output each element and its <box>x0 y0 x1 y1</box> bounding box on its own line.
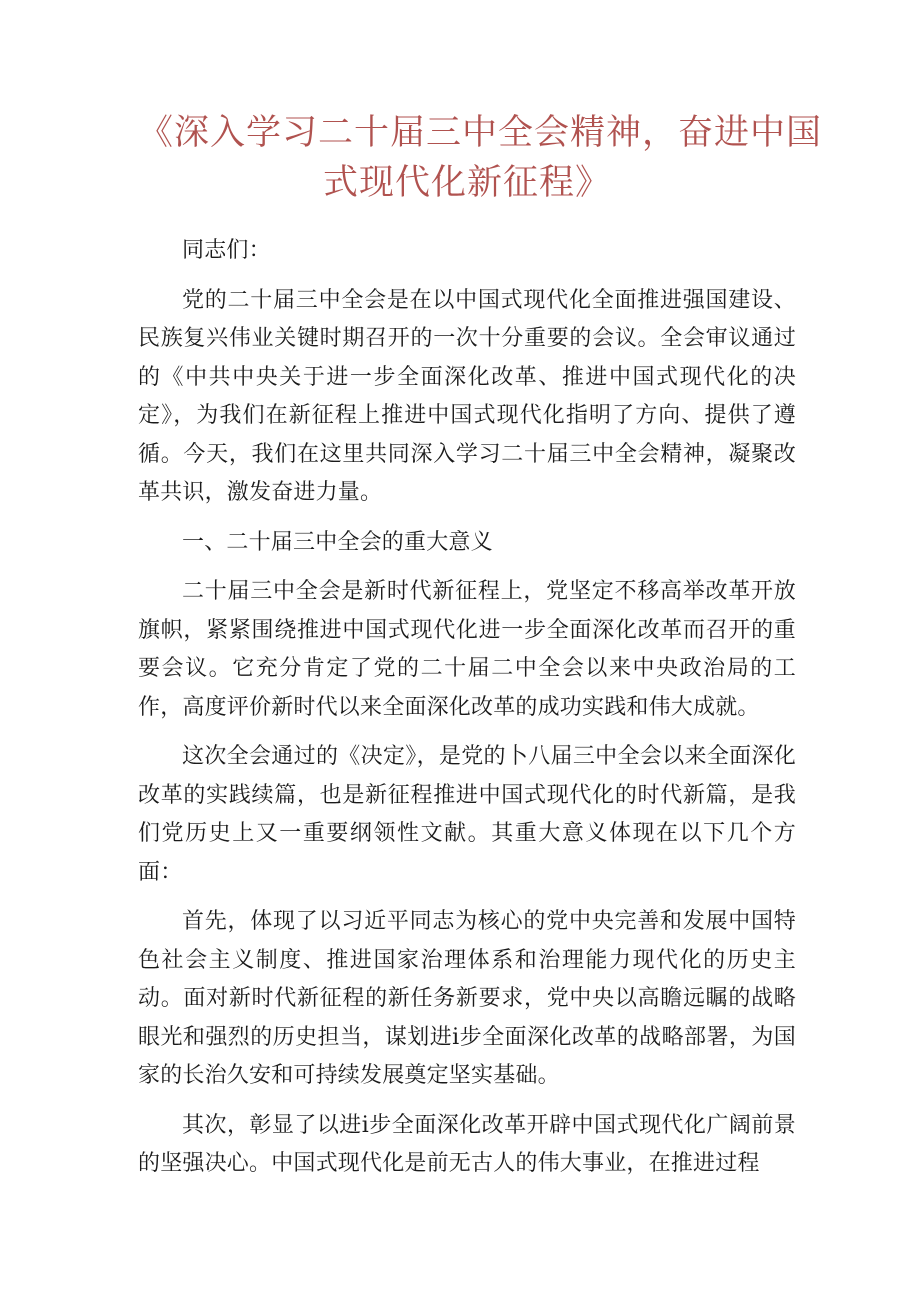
body-paragraph: 其次，彰显了以进i步全面深化改革开辟中国式现代化广阔前景的坚强决心。中国式现代化是前无古人的伟大事业，在推进过程 <box>138 1112 796 1176</box>
salutation: 同志们： <box>182 238 271 263</box>
document-title <box>138 108 823 208</box>
section-heading-1: 一、二十届三中全会的重大意义 <box>182 529 493 555</box>
body-paragraph: 首先，体现了以习近平同志为核心的党中央完善和发展中国特色社会主义制度、推进国家治理体系和治理能力现代化的历史主动。面对新时代新征程的新任务新要求，党中央以高瞻远瞩的战略眼光和强烈的历史担当，谋划进i步全面深化改革的战略部署，为国家的长治久安和可持续发展奠定坚实基础。 <box>138 909 796 1088</box>
body-paragraph: 二十届三中全会是新时代新征程上，党坚定不移高举改革开放旗帜，紧紧围绕推进中国式现代化进一步全面深化改革而召开的重要会议。它充分肯定了党的二十届二中全会以来中央政治局的工作，高度评价新时代以来全面深化改革的成功实践和伟大成就。 <box>138 579 796 720</box>
document-body <box>138 232 796 1184</box>
title-line-1: 《深入学习二十届三中全会精神，奋进中国 <box>138 113 823 153</box>
body-paragraph: 这次全会通过的《决定》，是党的卜八届三中全会以来全面深化改革的实践续篇，也是新征程推进中国式现代化的时代新篇，是我们党历史上又一重要纲领性文献。其重大意义体现在以下几个方面： <box>138 744 796 885</box>
title-line-2: 式现代化新征程》 <box>322 163 611 203</box>
intro-paragraph: 党的二十届三中全会是在以中国式现代化全面推进强国建设、民族复兴伟业关键时期召开的一次十分重要的会议。全会审议通过的《中共中央关于进一步全面深化改革、推进中国式现代化的决定》，为我们在新征程上推进中国式现代化指明了方向、提供了遵循。今天，我们在这里共同深入学习二十届三中全会精神，凝聚改革共识，激发奋进力量。 <box>138 287 796 505</box>
